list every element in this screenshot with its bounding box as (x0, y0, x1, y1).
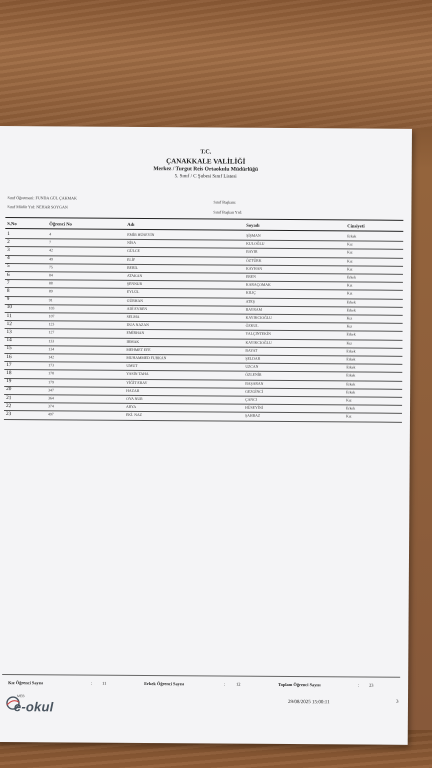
student-number: 364 (48, 396, 54, 401)
student-sno: 19 (6, 378, 12, 385)
student-number: 84 (48, 273, 53, 278)
student-name: EYLÜL (126, 290, 140, 295)
student-gender: Erkek (346, 406, 356, 411)
student-gender: Kız (345, 414, 352, 419)
header-republic: T.C. (200, 149, 212, 156)
student-sno: 17 (6, 361, 12, 368)
student-sno: 21 (6, 394, 12, 401)
student-name: EKİ. NAZ (125, 413, 143, 418)
student-surname: KAYHAN (245, 266, 263, 271)
student-sno: 22 (6, 402, 12, 409)
student-name: IRMAK (126, 339, 140, 344)
student-sno: 1 (7, 230, 10, 237)
class-teacher: Sınıf Öğretmeni: FUNDA GÜL ÇAKMAK (7, 195, 77, 201)
student-name: ELİF (127, 257, 136, 262)
student-number: 7 (49, 240, 52, 245)
student-sno: 16 (6, 353, 12, 360)
student-name: UMUT (126, 364, 138, 369)
student-gender: Erkek (346, 382, 356, 387)
student-name: GÜRHAN (126, 298, 144, 303)
boys-count-value: 12 (236, 681, 241, 687)
student-surname: ŞAHBAZ (244, 414, 261, 419)
student-sno: 13 (6, 328, 12, 335)
student-sno: 9 (6, 296, 10, 303)
student-sno: 7 (6, 279, 10, 286)
student-sno: 6 (6, 271, 10, 278)
total-count-label: Toplam Öğrenci Sayısı (278, 681, 321, 688)
student-name: BERİL (126, 265, 138, 270)
student-gender: Erkek (346, 332, 356, 337)
student-name: EMİR HÜSEYİN (127, 232, 155, 238)
column-header-number: Öğrenci No (49, 221, 72, 227)
student-number: 89 (48, 289, 53, 294)
student-surname: KILIÇ (245, 291, 256, 296)
student-surname: KARAÇOMAK (245, 282, 271, 288)
boys-count-label: Erkek Öğrenci Sayısı (144, 681, 185, 687)
student-name: HAZAR (126, 388, 140, 393)
student-surname: KULOĞLU (246, 241, 265, 247)
student-gender: Erkek (346, 349, 356, 354)
student-row (4, 410, 402, 422)
student-gender: Kız (347, 250, 353, 255)
student-gender: Erkek (346, 373, 356, 378)
student-surname: ÖZTÜRK (246, 258, 262, 263)
student-name: GÜLCE (127, 249, 140, 254)
student-name: ADİ EVREN (126, 306, 148, 311)
student-gender: Kız (347, 242, 353, 247)
print-datetime: 29/08/2025 15:00:11 (287, 700, 330, 706)
girls-count-value: 11 (102, 680, 107, 686)
student-name: SELMA (126, 314, 140, 319)
column-header-name: Adı (127, 221, 135, 227)
student-surname: BAŞARAN (245, 381, 264, 386)
student-number: 142 (48, 355, 55, 360)
student-surname: ATEŞ (245, 299, 255, 304)
student-sno: 18 (6, 369, 12, 376)
student-sno: 10 (6, 304, 12, 311)
student-surname: ŞİŞMAN (246, 233, 261, 238)
student-number: 134 (48, 347, 55, 352)
student-number: 178 (48, 371, 54, 376)
student-number: 88 (48, 281, 53, 286)
student-sno: 20 (6, 386, 12, 393)
student-name: OYA NUR (126, 396, 143, 402)
student-sno: 3 (7, 246, 10, 253)
deputy-principal: Sınıf Müdür Yrd: NEHAR SOYGAN (7, 204, 68, 210)
student-name: MEHMET EFE (126, 347, 151, 352)
student-sno: 14 (6, 337, 12, 344)
student-gender: Erkek (347, 234, 357, 239)
student-surname: HÜSEYİNİ (245, 405, 263, 411)
student-surname: KAYIKCIOĞLU (245, 315, 272, 320)
total-count-value: 23 (369, 682, 374, 688)
student-number: 127 (48, 330, 55, 335)
student-number: 497 (47, 412, 54, 417)
student-number: 42 (49, 248, 53, 253)
student-number: 173 (48, 363, 55, 368)
student-gender: Erkek (346, 300, 356, 305)
student-sno: 8 (6, 287, 10, 294)
header-class-title: 5. Sınıf / C Şubesi Sınıf Listesi (174, 174, 237, 180)
student-number: 103 (48, 306, 55, 311)
class-president: Sınıf Başkanı: (213, 199, 237, 205)
student-gender: Kız (346, 398, 352, 403)
class-vice-president: Sınıf Başkan Yrd: (213, 209, 243, 215)
student-sno: 11 (6, 312, 12, 319)
page-number: 3 (395, 699, 399, 705)
total-count-colon: : (358, 682, 360, 688)
student-name: YASİN TAHA (126, 372, 149, 377)
student-name: EMİRHAN (126, 331, 145, 336)
header-school: Merkez / Turgut Reis Ortaokulu Müdürlüğü (153, 166, 259, 173)
student-number: 179 (48, 379, 54, 384)
student-gender: Erkek (346, 365, 356, 370)
meb-label: MEB (17, 694, 25, 699)
header-governorship: ÇANAKKALE VALİLİĞİ (166, 157, 246, 166)
column-header-gender: Cinsiyeti (347, 223, 365, 229)
student-sno: 4 (7, 255, 10, 262)
student-surname: EREN (245, 274, 256, 279)
student-surname: YALÇINTEKİN (245, 332, 271, 337)
student-gender: Erkek (346, 390, 356, 395)
student-number: 123 (48, 322, 55, 327)
student-name: ŞENNUR (126, 282, 143, 287)
student-gender: Erkek (346, 357, 356, 362)
student-number: 75 (49, 265, 53, 270)
student-number: 107 (48, 314, 55, 319)
column-header-sno: S.No (7, 221, 17, 227)
student-gender: Erkek (346, 308, 356, 313)
student-gender: Kız (346, 324, 353, 329)
e-okul-logo: e-okul (13, 699, 54, 715)
student-name: MUHAMMED FURKAN (126, 355, 167, 361)
student-surname: KAYIKCIOĞLU (245, 340, 272, 345)
student-sno: 2 (7, 238, 10, 245)
student-number: 133 (48, 338, 55, 343)
student-surname: BAYIR (246, 250, 258, 255)
student-name: ATAKAN (126, 273, 143, 278)
student-surname: UZCAN (245, 364, 259, 369)
student-gender: Kız (346, 341, 352, 346)
class-list-document (0, 126, 412, 745)
student-gender: Kız (346, 283, 353, 288)
student-gender: Erkek (346, 275, 357, 280)
student-surname: ŞELDAR (245, 356, 261, 361)
student-number: 374 (48, 404, 54, 409)
student-number: 91 (48, 297, 53, 302)
column-header-surname: Soyadı (246, 222, 260, 228)
student-number: 4 (49, 232, 52, 237)
boys-count-colon: : (224, 681, 226, 687)
student-sno: 15 (6, 345, 12, 352)
student-sno: 12 (6, 320, 12, 327)
student-gender: Kız (347, 259, 353, 264)
student-surname: BAYAT (245, 348, 258, 353)
student-name: DUA NAZAN (126, 323, 149, 328)
student-surname: ÖZKUL (245, 323, 259, 328)
student-gender: Kız (346, 291, 353, 296)
student-sno: 23 (5, 410, 12, 417)
student-name: YİĞİT ERAY (126, 380, 148, 385)
student-surname: ÇANCI (245, 397, 257, 402)
student-surname: GEZGİNCİ (245, 389, 264, 394)
footer-rule (2, 674, 400, 678)
student-name: NİSA (127, 241, 137, 246)
student-number: 49 (49, 256, 53, 261)
girls-count-colon: : (91, 680, 93, 686)
student-gender: Kız (346, 267, 353, 272)
girls-count-label: Kız Öğrenci Sayısı (8, 680, 43, 686)
wooden-table-top (0, 0, 432, 130)
student-number: 347 (48, 388, 54, 393)
student-surname: BAYRAM (245, 307, 263, 312)
student-surname: ÖZLENİR (245, 373, 262, 378)
student-sno: 5 (6, 263, 10, 270)
student-name: ARYA (126, 405, 137, 410)
student-gender: Kız (346, 316, 353, 321)
